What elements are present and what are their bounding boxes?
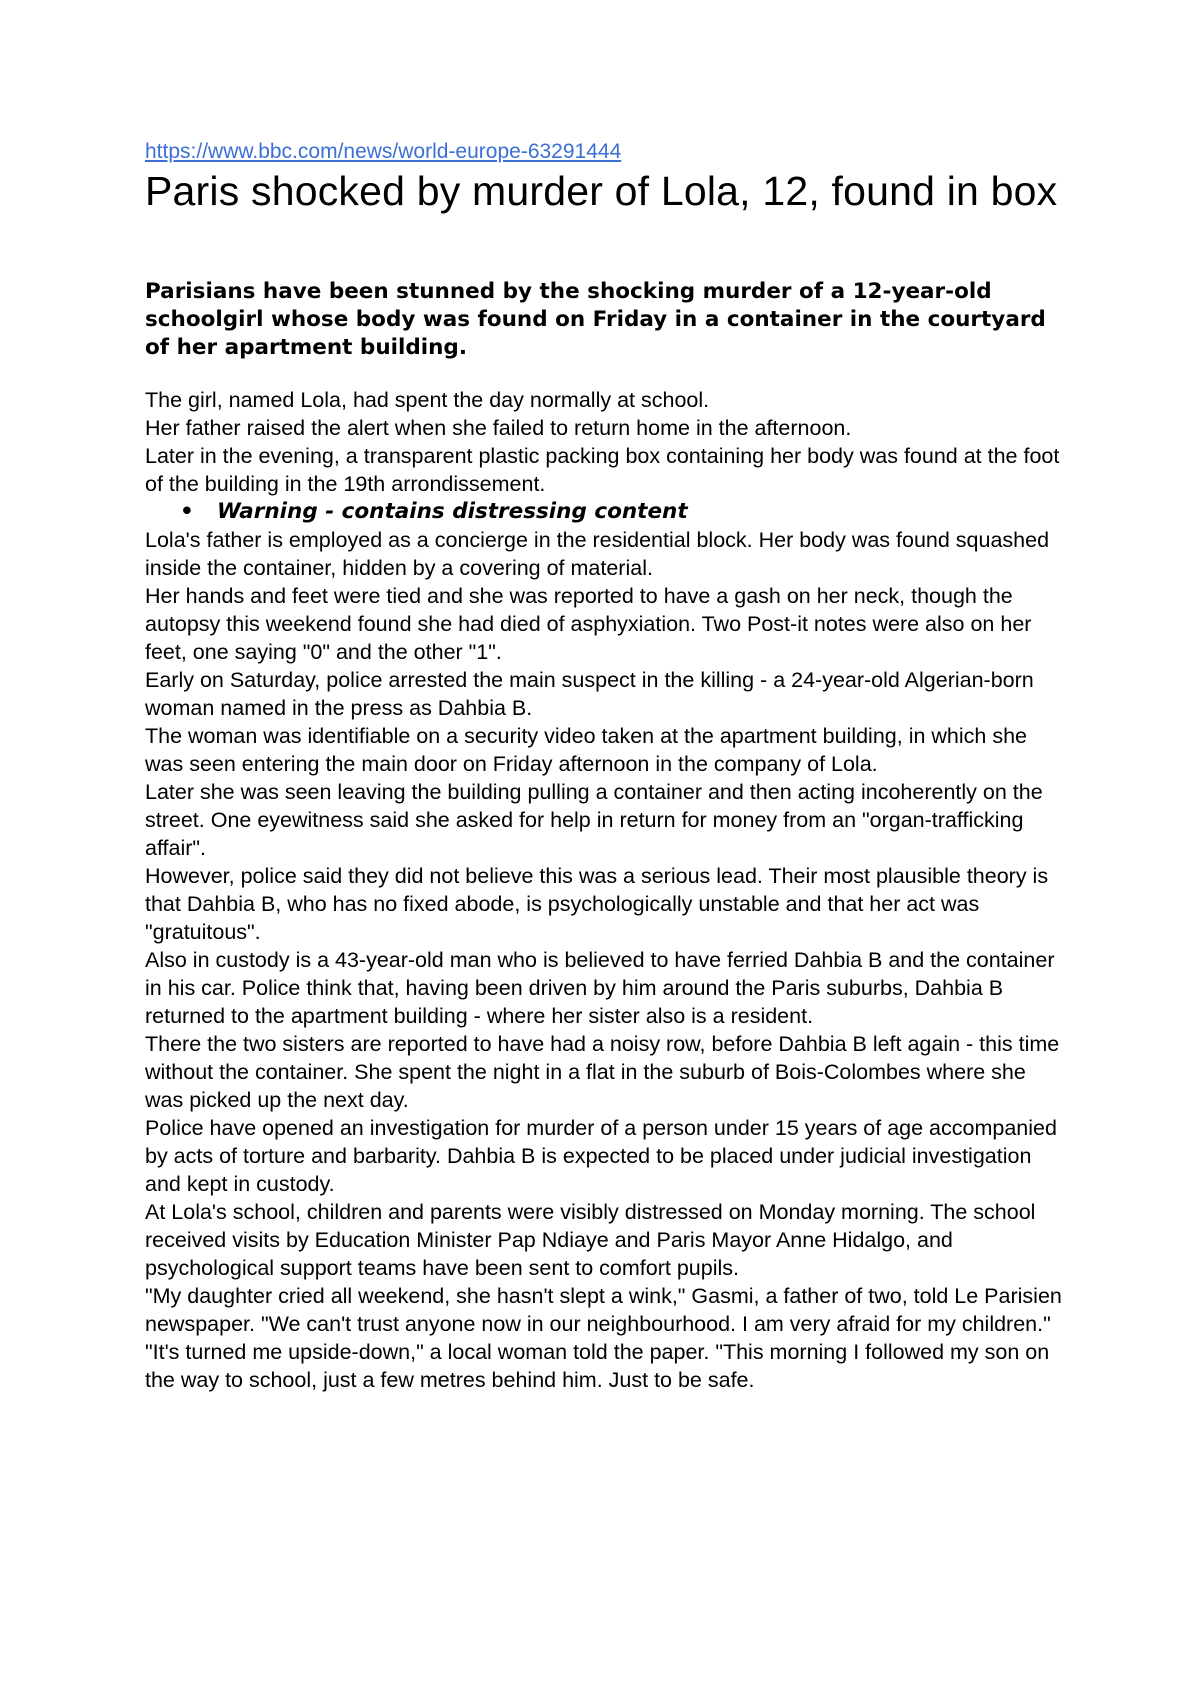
body-paragraph: At Lola's school, children and parents were visibly distressed on Monday morning. The school received visits by Education Minister Pap Ndiaye and Paris Mayor Anne Hidalgo, and psychological support teams have been sent to comfort pupils. bbox=[145, 1200, 1036, 1280]
body-paragraph: Later she was seen leaving the building pulling a container and then acting incoherently on the street. One eyewitness said she asked for help in return for money from an "organ-trafficking affair". bbox=[145, 780, 1043, 860]
body-paragraph: Early on Saturday, police arrested the main suspect in the killing - a 24-year-old Algerian-born woman named in the press as Dahbia B. bbox=[145, 668, 1034, 720]
article-standfirst: Parisians have been stunned by the shocking murder of a 12-year-old schoolgirl whose body was found on Friday in a container in the courtyard of her apartment building. bbox=[145, 279, 1046, 360]
warning-list bbox=[145, 498, 1065, 526]
body-paragraph: "It's turned me upside-down," a local woman told the paper. "This morning I followed my son on the way to school, just a few metres behind him. Just to be safe. bbox=[145, 1340, 1050, 1392]
body-paragraph: Her father raised the alert when she failed to return home in the afternoon. bbox=[145, 416, 852, 440]
article-body bbox=[145, 386, 1065, 1394]
body-paragraph: The girl, named Lola, had spent the day normally at school. bbox=[145, 388, 710, 412]
body-paragraph: Also in custody is a 43-year-old man who is believed to have ferried Dahbia B and the container in his car. Police think that, having been driven by him around the Paris suburbs, Dahbia B returned to the apartment building - where her sister also is a resident. bbox=[145, 948, 1055, 1028]
body-paragraph: Police have opened an investigation for murder of a person under 15 years of age accompanied by acts of torture and barbarity. Dahbia B is expected to be placed under judicial investigation and kept in custody. bbox=[145, 1116, 1057, 1196]
document-page bbox=[145, 140, 1065, 1394]
source-url-link[interactable]: https://www.bbc.com/news/world-europe-63291444 bbox=[145, 140, 622, 163]
body-paragraph: However, police said they did not believe this was a serious lead. Their most plausible theory is that Dahbia B, who has no fixed abode, is psychologically unstable and that her act was "gratuitous". bbox=[145, 864, 1049, 944]
body-paragraph: Lola's father is employed as a concierge in the residential block. Her body was found squashed inside the container, hidden by a covering of material. bbox=[145, 528, 1050, 580]
bullet-icon: • bbox=[180, 499, 194, 524]
body-paragraph: Her hands and feet were tied and she was reported to have a gash on her neck, though the autopsy this weekend found she had died of asphyxiation. Two Post-it notes were also on her feet, one saying "0" and the other "1". bbox=[145, 584, 1032, 664]
body-paragraph: There the two sisters are reported to have had a noisy row, before Dahbia B left again - this time without the container. She spent the night in a flat in the suburb of Bois-Colombes where she was picked up the next day. bbox=[145, 1032, 1060, 1112]
warning-text: Warning - contains distressing content bbox=[217, 499, 688, 524]
body-paragraph: "My daughter cried all weekend, she hasn't slept a wink," Gasmi, a father of two, told Le Parisien newspaper. "We can't trust anyone now in our neighbourhood. I am very afraid for my children." bbox=[145, 1284, 1062, 1336]
warning-item bbox=[145, 498, 1065, 526]
article-headline: Paris shocked by murder of Lola, 12, found in box bbox=[145, 168, 1058, 214]
body-paragraph: The woman was identifiable on a security video taken at the apartment building, in which she was seen entering the main door on Friday afternoon in the company of Lola. bbox=[145, 724, 1028, 776]
body-paragraph: Later in the evening, a transparent plastic packing box containing her body was found at the foot of the building in the 19th arrondissement. bbox=[145, 444, 1060, 496]
